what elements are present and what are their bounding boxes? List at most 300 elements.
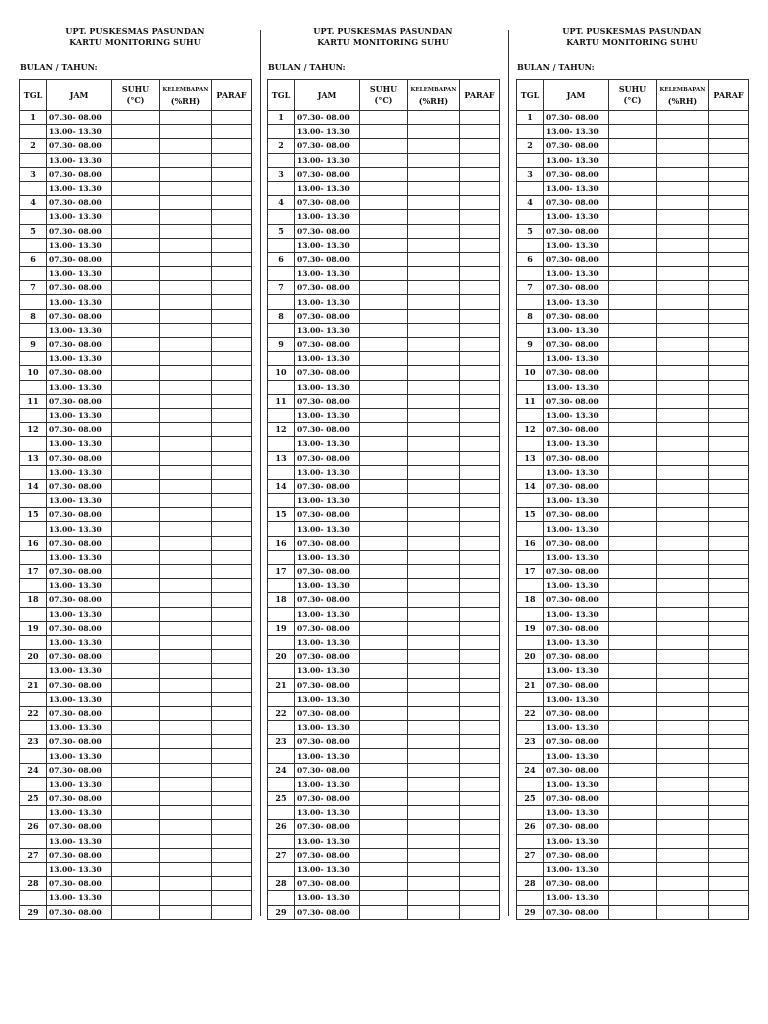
paraf-cell[interactable] — [709, 394, 749, 408]
kelembapan-cell[interactable] — [160, 862, 212, 876]
suhu-cell[interactable] — [609, 494, 657, 508]
suhu-cell[interactable] — [360, 252, 408, 266]
kelembapan-cell[interactable] — [657, 550, 709, 564]
suhu-cell[interactable] — [112, 607, 160, 621]
kelembapan-cell[interactable] — [408, 295, 460, 309]
kelembapan-cell[interactable] — [657, 380, 709, 394]
suhu-cell[interactable] — [112, 692, 160, 706]
kelembapan-cell[interactable] — [160, 139, 212, 153]
paraf-cell[interactable] — [212, 267, 252, 281]
kelembapan-cell[interactable] — [160, 210, 212, 224]
paraf-cell[interactable] — [212, 891, 252, 905]
kelembapan-cell[interactable] — [160, 394, 212, 408]
paraf-cell[interactable] — [460, 877, 500, 891]
suhu-cell[interactable] — [360, 579, 408, 593]
paraf-cell[interactable] — [212, 323, 252, 337]
suhu-cell[interactable] — [609, 536, 657, 550]
suhu-cell[interactable] — [112, 763, 160, 777]
paraf-cell[interactable] — [212, 820, 252, 834]
kelembapan-cell[interactable] — [408, 167, 460, 181]
kelembapan-cell[interactable] — [160, 792, 212, 806]
suhu-cell[interactable] — [360, 792, 408, 806]
kelembapan-cell[interactable] — [657, 806, 709, 820]
kelembapan-cell[interactable] — [657, 181, 709, 195]
kelembapan-cell[interactable] — [408, 763, 460, 777]
suhu-cell[interactable] — [609, 210, 657, 224]
kelembapan-cell[interactable] — [160, 408, 212, 422]
paraf-cell[interactable] — [709, 848, 749, 862]
kelembapan-cell[interactable] — [657, 579, 709, 593]
paraf-cell[interactable] — [709, 494, 749, 508]
paraf-cell[interactable] — [460, 423, 500, 437]
kelembapan-cell[interactable] — [160, 721, 212, 735]
kelembapan-cell[interactable] — [657, 621, 709, 635]
paraf-cell[interactable] — [212, 607, 252, 621]
kelembapan-cell[interactable] — [408, 224, 460, 238]
paraf-cell[interactable] — [709, 834, 749, 848]
suhu-cell[interactable] — [360, 664, 408, 678]
kelembapan-cell[interactable] — [408, 139, 460, 153]
paraf-cell[interactable] — [460, 891, 500, 905]
paraf-cell[interactable] — [460, 309, 500, 323]
suhu-cell[interactable] — [360, 238, 408, 252]
paraf-cell[interactable] — [709, 366, 749, 380]
suhu-cell[interactable] — [112, 366, 160, 380]
suhu-cell[interactable] — [360, 181, 408, 195]
kelembapan-cell[interactable] — [160, 749, 212, 763]
kelembapan-cell[interactable] — [160, 565, 212, 579]
suhu-cell[interactable] — [360, 877, 408, 891]
kelembapan-cell[interactable] — [160, 678, 212, 692]
paraf-cell[interactable] — [709, 749, 749, 763]
paraf-cell[interactable] — [460, 862, 500, 876]
suhu-cell[interactable] — [609, 635, 657, 649]
suhu-cell[interactable] — [360, 167, 408, 181]
suhu-cell[interactable] — [112, 394, 160, 408]
paraf-cell[interactable] — [212, 664, 252, 678]
paraf-cell[interactable] — [709, 125, 749, 139]
kelembapan-cell[interactable] — [408, 706, 460, 720]
suhu-cell[interactable] — [609, 252, 657, 266]
paraf-cell[interactable] — [460, 380, 500, 394]
paraf-cell[interactable] — [212, 224, 252, 238]
paraf-cell[interactable] — [212, 777, 252, 791]
paraf-cell[interactable] — [460, 167, 500, 181]
kelembapan-cell[interactable] — [160, 167, 212, 181]
suhu-cell[interactable] — [360, 210, 408, 224]
kelembapan-cell[interactable] — [160, 423, 212, 437]
suhu-cell[interactable] — [360, 593, 408, 607]
kelembapan-cell[interactable] — [408, 635, 460, 649]
paraf-cell[interactable] — [460, 295, 500, 309]
kelembapan-cell[interactable] — [657, 238, 709, 252]
paraf-cell[interactable] — [212, 125, 252, 139]
paraf-cell[interactable] — [709, 167, 749, 181]
paraf-cell[interactable] — [212, 834, 252, 848]
kelembapan-cell[interactable] — [657, 891, 709, 905]
paraf-cell[interactable] — [460, 721, 500, 735]
kelembapan-cell[interactable] — [408, 352, 460, 366]
suhu-cell[interactable] — [609, 579, 657, 593]
suhu-cell[interactable] — [609, 877, 657, 891]
paraf-cell[interactable] — [212, 763, 252, 777]
suhu-cell[interactable] — [112, 792, 160, 806]
paraf-cell[interactable] — [212, 352, 252, 366]
kelembapan-cell[interactable] — [657, 721, 709, 735]
paraf-cell[interactable] — [212, 565, 252, 579]
paraf-cell[interactable] — [460, 749, 500, 763]
kelembapan-cell[interactable] — [408, 252, 460, 266]
kelembapan-cell[interactable] — [408, 536, 460, 550]
paraf-cell[interactable] — [460, 692, 500, 706]
suhu-cell[interactable] — [112, 238, 160, 252]
kelembapan-cell[interactable] — [160, 550, 212, 564]
kelembapan-cell[interactable] — [408, 820, 460, 834]
paraf-cell[interactable] — [212, 281, 252, 295]
kelembapan-cell[interactable] — [160, 252, 212, 266]
paraf-cell[interactable] — [709, 763, 749, 777]
suhu-cell[interactable] — [609, 593, 657, 607]
paraf-cell[interactable] — [460, 806, 500, 820]
kelembapan-cell[interactable] — [408, 891, 460, 905]
kelembapan-cell[interactable] — [408, 735, 460, 749]
paraf-cell[interactable] — [709, 437, 749, 451]
paraf-cell[interactable] — [709, 593, 749, 607]
paraf-cell[interactable] — [709, 565, 749, 579]
paraf-cell[interactable] — [212, 706, 252, 720]
suhu-cell[interactable] — [609, 238, 657, 252]
paraf-cell[interactable] — [460, 579, 500, 593]
kelembapan-cell[interactable] — [408, 862, 460, 876]
paraf-cell[interactable] — [460, 267, 500, 281]
kelembapan-cell[interactable] — [160, 111, 212, 125]
suhu-cell[interactable] — [609, 763, 657, 777]
paraf-cell[interactable] — [709, 678, 749, 692]
suhu-cell[interactable] — [112, 196, 160, 210]
kelembapan-cell[interactable] — [160, 777, 212, 791]
paraf-cell[interactable] — [460, 196, 500, 210]
suhu-cell[interactable] — [112, 494, 160, 508]
paraf-cell[interactable] — [212, 465, 252, 479]
paraf-cell[interactable] — [212, 196, 252, 210]
paraf-cell[interactable] — [709, 252, 749, 266]
suhu-cell[interactable] — [360, 423, 408, 437]
paraf-cell[interactable] — [212, 536, 252, 550]
kelembapan-cell[interactable] — [657, 252, 709, 266]
suhu-cell[interactable] — [112, 252, 160, 266]
paraf-cell[interactable] — [709, 820, 749, 834]
suhu-cell[interactable] — [112, 862, 160, 876]
kelembapan-cell[interactable] — [160, 692, 212, 706]
suhu-cell[interactable] — [609, 366, 657, 380]
suhu-cell[interactable] — [112, 706, 160, 720]
kelembapan-cell[interactable] — [408, 309, 460, 323]
kelembapan-cell[interactable] — [160, 905, 212, 919]
suhu-cell[interactable] — [112, 338, 160, 352]
kelembapan-cell[interactable] — [408, 905, 460, 919]
suhu-cell[interactable] — [360, 338, 408, 352]
paraf-cell[interactable] — [212, 550, 252, 564]
suhu-cell[interactable] — [112, 408, 160, 422]
suhu-cell[interactable] — [112, 735, 160, 749]
suhu-cell[interactable] — [360, 706, 408, 720]
suhu-cell[interactable] — [609, 508, 657, 522]
kelembapan-cell[interactable] — [408, 777, 460, 791]
kelembapan-cell[interactable] — [657, 763, 709, 777]
paraf-cell[interactable] — [709, 877, 749, 891]
kelembapan-cell[interactable] — [408, 465, 460, 479]
paraf-cell[interactable] — [460, 323, 500, 337]
kelembapan-cell[interactable] — [160, 635, 212, 649]
kelembapan-cell[interactable] — [408, 593, 460, 607]
suhu-cell[interactable] — [609, 848, 657, 862]
suhu-cell[interactable] — [112, 210, 160, 224]
suhu-cell[interactable] — [112, 877, 160, 891]
paraf-cell[interactable] — [709, 635, 749, 649]
paraf-cell[interactable] — [460, 224, 500, 238]
kelembapan-cell[interactable] — [160, 621, 212, 635]
paraf-cell[interactable] — [212, 749, 252, 763]
paraf-cell[interactable] — [460, 536, 500, 550]
paraf-cell[interactable] — [212, 437, 252, 451]
kelembapan-cell[interactable] — [657, 862, 709, 876]
suhu-cell[interactable] — [609, 465, 657, 479]
kelembapan-cell[interactable] — [160, 522, 212, 536]
paraf-cell[interactable] — [460, 905, 500, 919]
paraf-cell[interactable] — [212, 295, 252, 309]
kelembapan-cell[interactable] — [408, 678, 460, 692]
suhu-cell[interactable] — [112, 536, 160, 550]
paraf-cell[interactable] — [460, 848, 500, 862]
kelembapan-cell[interactable] — [657, 792, 709, 806]
paraf-cell[interactable] — [709, 380, 749, 394]
kelembapan-cell[interactable] — [160, 437, 212, 451]
suhu-cell[interactable] — [112, 111, 160, 125]
kelembapan-cell[interactable] — [657, 508, 709, 522]
kelembapan-cell[interactable] — [657, 309, 709, 323]
kelembapan-cell[interactable] — [657, 267, 709, 281]
paraf-cell[interactable] — [460, 664, 500, 678]
paraf-cell[interactable] — [460, 522, 500, 536]
paraf-cell[interactable] — [212, 792, 252, 806]
suhu-cell[interactable] — [360, 465, 408, 479]
suhu-cell[interactable] — [112, 593, 160, 607]
suhu-cell[interactable] — [609, 394, 657, 408]
suhu-cell[interactable] — [112, 848, 160, 862]
suhu-cell[interactable] — [360, 806, 408, 820]
suhu-cell[interactable] — [609, 862, 657, 876]
suhu-cell[interactable] — [609, 408, 657, 422]
kelembapan-cell[interactable] — [408, 437, 460, 451]
paraf-cell[interactable] — [460, 792, 500, 806]
kelembapan-cell[interactable] — [657, 295, 709, 309]
paraf-cell[interactable] — [460, 763, 500, 777]
paraf-cell[interactable] — [460, 408, 500, 422]
paraf-cell[interactable] — [212, 167, 252, 181]
paraf-cell[interactable] — [460, 479, 500, 493]
kelembapan-cell[interactable] — [160, 153, 212, 167]
suhu-cell[interactable] — [609, 323, 657, 337]
kelembapan-cell[interactable] — [408, 607, 460, 621]
kelembapan-cell[interactable] — [160, 806, 212, 820]
paraf-cell[interactable] — [709, 862, 749, 876]
suhu-cell[interactable] — [360, 763, 408, 777]
paraf-cell[interactable] — [709, 352, 749, 366]
paraf-cell[interactable] — [212, 210, 252, 224]
kelembapan-cell[interactable] — [657, 366, 709, 380]
suhu-cell[interactable] — [112, 635, 160, 649]
paraf-cell[interactable] — [709, 181, 749, 195]
suhu-cell[interactable] — [609, 550, 657, 564]
paraf-cell[interactable] — [709, 309, 749, 323]
kelembapan-cell[interactable] — [657, 777, 709, 791]
suhu-cell[interactable] — [112, 522, 160, 536]
suhu-cell[interactable] — [609, 891, 657, 905]
paraf-cell[interactable] — [460, 820, 500, 834]
kelembapan-cell[interactable] — [657, 877, 709, 891]
paraf-cell[interactable] — [212, 806, 252, 820]
kelembapan-cell[interactable] — [408, 196, 460, 210]
suhu-cell[interactable] — [112, 820, 160, 834]
paraf-cell[interactable] — [709, 735, 749, 749]
paraf-cell[interactable] — [709, 706, 749, 720]
kelembapan-cell[interactable] — [408, 451, 460, 465]
paraf-cell[interactable] — [460, 678, 500, 692]
paraf-cell[interactable] — [709, 721, 749, 735]
suhu-cell[interactable] — [112, 579, 160, 593]
paraf-cell[interactable] — [709, 139, 749, 153]
paraf-cell[interactable] — [212, 621, 252, 635]
paraf-cell[interactable] — [709, 692, 749, 706]
kelembapan-cell[interactable] — [657, 522, 709, 536]
kelembapan-cell[interactable] — [657, 635, 709, 649]
paraf-cell[interactable] — [709, 579, 749, 593]
kelembapan-cell[interactable] — [408, 792, 460, 806]
kelembapan-cell[interactable] — [408, 664, 460, 678]
suhu-cell[interactable] — [609, 806, 657, 820]
kelembapan-cell[interactable] — [160, 451, 212, 465]
suhu-cell[interactable] — [360, 479, 408, 493]
paraf-cell[interactable] — [460, 565, 500, 579]
suhu-cell[interactable] — [112, 479, 160, 493]
kelembapan-cell[interactable] — [160, 593, 212, 607]
paraf-cell[interactable] — [709, 153, 749, 167]
kelembapan-cell[interactable] — [657, 735, 709, 749]
kelembapan-cell[interactable] — [408, 494, 460, 508]
suhu-cell[interactable] — [112, 451, 160, 465]
suhu-cell[interactable] — [609, 565, 657, 579]
paraf-cell[interactable] — [460, 139, 500, 153]
kelembapan-cell[interactable] — [160, 607, 212, 621]
paraf-cell[interactable] — [709, 806, 749, 820]
suhu-cell[interactable] — [360, 735, 408, 749]
kelembapan-cell[interactable] — [657, 848, 709, 862]
suhu-cell[interactable] — [609, 111, 657, 125]
suhu-cell[interactable] — [112, 508, 160, 522]
suhu-cell[interactable] — [609, 352, 657, 366]
kelembapan-cell[interactable] — [408, 111, 460, 125]
suhu-cell[interactable] — [609, 621, 657, 635]
paraf-cell[interactable] — [709, 295, 749, 309]
kelembapan-cell[interactable] — [657, 706, 709, 720]
paraf-cell[interactable] — [212, 678, 252, 692]
kelembapan-cell[interactable] — [657, 423, 709, 437]
paraf-cell[interactable] — [212, 522, 252, 536]
suhu-cell[interactable] — [609, 423, 657, 437]
suhu-cell[interactable] — [360, 862, 408, 876]
kelembapan-cell[interactable] — [408, 522, 460, 536]
suhu-cell[interactable] — [609, 153, 657, 167]
suhu-cell[interactable] — [360, 380, 408, 394]
suhu-cell[interactable] — [609, 196, 657, 210]
kelembapan-cell[interactable] — [160, 494, 212, 508]
suhu-cell[interactable] — [112, 749, 160, 763]
suhu-cell[interactable] — [360, 295, 408, 309]
paraf-cell[interactable] — [460, 111, 500, 125]
kelembapan-cell[interactable] — [657, 834, 709, 848]
suhu-cell[interactable] — [609, 380, 657, 394]
kelembapan-cell[interactable] — [657, 210, 709, 224]
paraf-cell[interactable] — [709, 408, 749, 422]
paraf-cell[interactable] — [709, 224, 749, 238]
kelembapan-cell[interactable] — [657, 749, 709, 763]
paraf-cell[interactable] — [212, 508, 252, 522]
suhu-cell[interactable] — [609, 678, 657, 692]
suhu-cell[interactable] — [112, 550, 160, 564]
paraf-cell[interactable] — [709, 267, 749, 281]
kelembapan-cell[interactable] — [657, 820, 709, 834]
kelembapan-cell[interactable] — [408, 125, 460, 139]
paraf-cell[interactable] — [460, 635, 500, 649]
suhu-cell[interactable] — [609, 664, 657, 678]
paraf-cell[interactable] — [212, 735, 252, 749]
suhu-cell[interactable] — [360, 224, 408, 238]
kelembapan-cell[interactable] — [160, 323, 212, 337]
suhu-cell[interactable] — [360, 565, 408, 579]
suhu-cell[interactable] — [360, 309, 408, 323]
paraf-cell[interactable] — [709, 465, 749, 479]
paraf-cell[interactable] — [212, 905, 252, 919]
suhu-cell[interactable] — [609, 338, 657, 352]
suhu-cell[interactable] — [609, 167, 657, 181]
kelembapan-cell[interactable] — [160, 196, 212, 210]
paraf-cell[interactable] — [460, 394, 500, 408]
kelembapan-cell[interactable] — [657, 224, 709, 238]
kelembapan-cell[interactable] — [408, 749, 460, 763]
kelembapan-cell[interactable] — [408, 238, 460, 252]
kelembapan-cell[interactable] — [408, 692, 460, 706]
kelembapan-cell[interactable] — [657, 451, 709, 465]
suhu-cell[interactable] — [112, 309, 160, 323]
kelembapan-cell[interactable] — [160, 664, 212, 678]
kelembapan-cell[interactable] — [160, 366, 212, 380]
suhu-cell[interactable] — [609, 905, 657, 919]
kelembapan-cell[interactable] — [657, 408, 709, 422]
paraf-cell[interactable] — [212, 394, 252, 408]
paraf-cell[interactable] — [709, 905, 749, 919]
paraf-cell[interactable] — [212, 338, 252, 352]
kelembapan-cell[interactable] — [408, 423, 460, 437]
suhu-cell[interactable] — [112, 664, 160, 678]
kelembapan-cell[interactable] — [160, 224, 212, 238]
suhu-cell[interactable] — [112, 423, 160, 437]
suhu-cell[interactable] — [112, 437, 160, 451]
paraf-cell[interactable] — [212, 408, 252, 422]
paraf-cell[interactable] — [709, 650, 749, 664]
paraf-cell[interactable] — [212, 579, 252, 593]
paraf-cell[interactable] — [709, 210, 749, 224]
kelembapan-cell[interactable] — [408, 281, 460, 295]
